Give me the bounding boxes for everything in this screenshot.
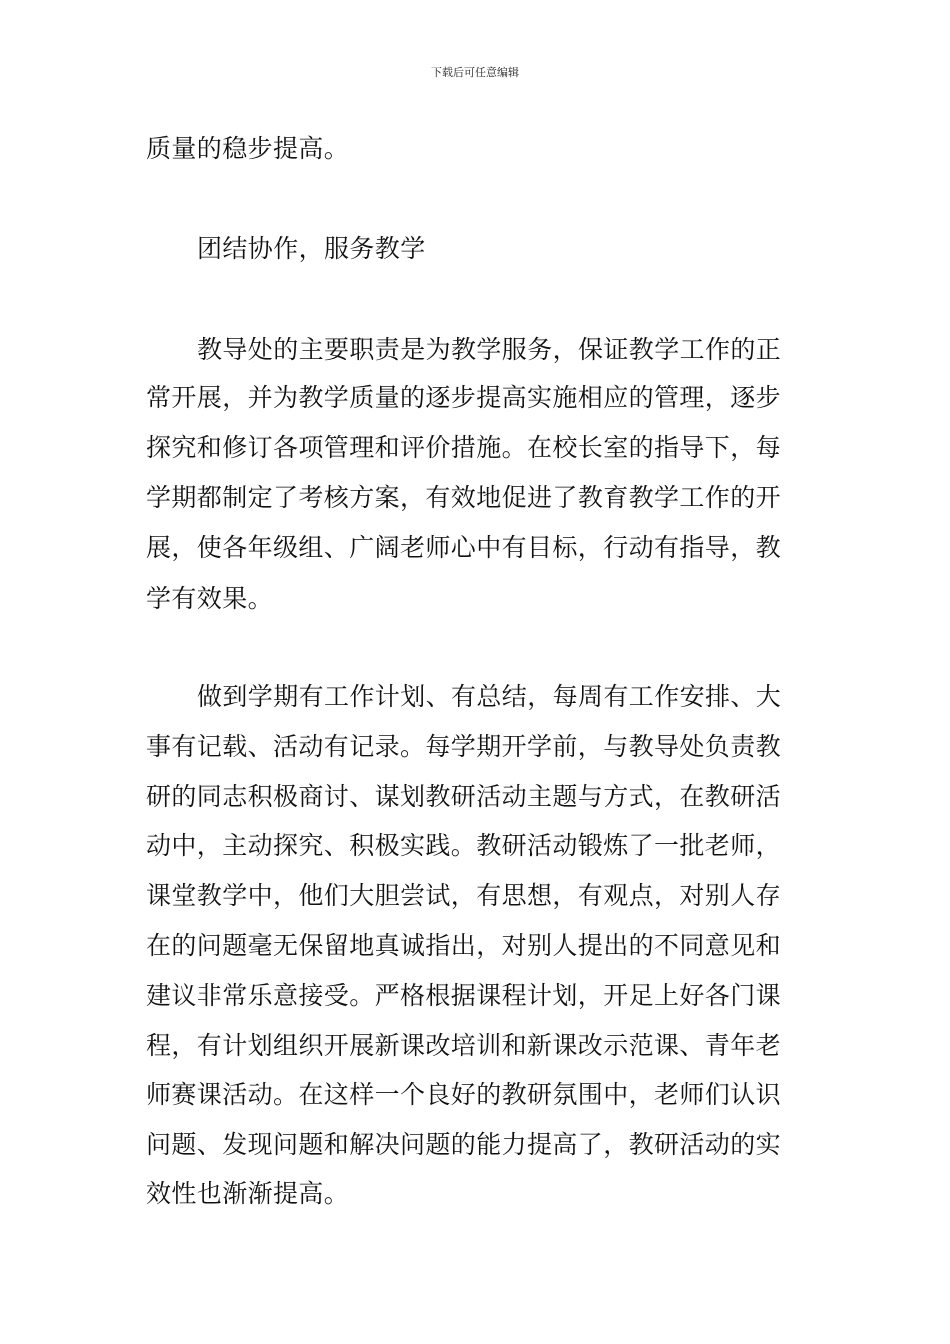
paragraph-line: 师赛课活动。在这样一个良好的教研氛围中，老师们认识	[146, 1080, 782, 1109]
paragraph-line: 事有记载、活动有记录。每学期开学前，与教导处负责教	[146, 732, 782, 761]
paragraph-line: 学有效果。	[146, 584, 274, 613]
paragraph-line: 质量的稳步提高。	[146, 134, 350, 163]
page-header: 下载后可任意编辑	[431, 66, 519, 79]
paragraph-line: 常开展，并为教学质量的逐步提高实施相应的管理，逐步	[146, 383, 782, 412]
paragraph-line: 动中，主动探究、积极实践。教研活动锻炼了一批老师，	[146, 831, 782, 860]
paragraph-line: 探究和修订各项管理和评价措施。在校长室的指导下，每	[146, 433, 782, 462]
paragraph-line: 课堂教学中，他们大胆尝试，有思想，有观点，对别人存	[146, 881, 782, 910]
paragraph-line: 教导处的主要职责是为教学服务，保证教学工作的正	[197, 335, 782, 364]
paragraph-line: 学期都制定了考核方案，有效地促进了教育教学工作的开	[146, 483, 782, 512]
paragraph-line: 展，使各年级组、广阔老师心中有目标，行动有指导，教	[146, 533, 782, 562]
section-heading: 团结协作，服务教学	[197, 234, 426, 263]
paragraph-line: 程，有计划组织开展新课改培训和新课改示范课、青年老	[146, 1031, 782, 1060]
paragraph-line: 问题、发现问题和解决问题的能力提高了，教研活动的实	[146, 1130, 782, 1159]
paragraph-line: 做到学期有工作计划、有总结，每周有工作安排、大	[197, 682, 782, 711]
paragraph-line: 在的问题毫无保留地真诚指出，对别人提出的不同意见和	[146, 931, 782, 960]
paragraph-line: 建议非常乐意接受。严格根据课程计划，开足上好各门课	[146, 981, 782, 1010]
paragraph-line: 研的同志积极商讨、谋划教研活动主题与方式，在教研活	[146, 782, 782, 811]
paragraph-line: 效性也渐渐提高。	[146, 1179, 350, 1208]
